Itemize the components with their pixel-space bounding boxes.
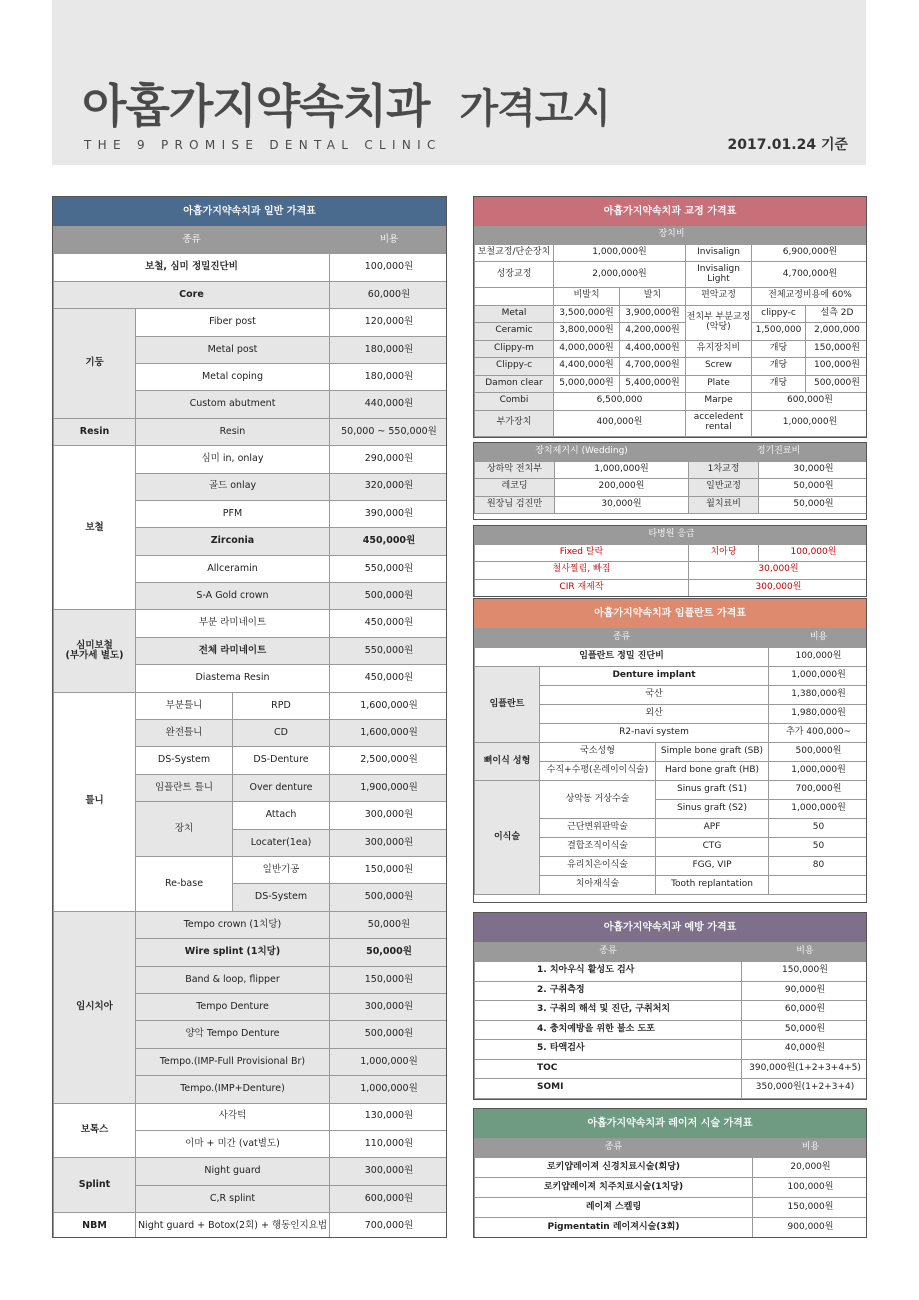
table-row: Resin Resin 50,000 ~ 550,000원 <box>54 418 448 445</box>
table-row: 레코딩 200,000원 일반교정 50,000원 <box>475 479 868 497</box>
table-row: TOC 390,000원(1+2+3+4+5) <box>475 1059 868 1079</box>
table-row: 장치 Attach 300,000원 <box>54 802 448 829</box>
table-row: Tempo Denture 300,000원 <box>54 993 448 1020</box>
table-row: Combi 6,500,000 Marpe 600,000원 <box>475 393 868 411</box>
general-price-section <box>52 196 447 1238</box>
table-row: 5. 타액검사 40,000원 <box>475 1040 868 1060</box>
table-row: 성장교정 2,000,000원 Invisalign Light 4,700,000원 <box>475 262 868 288</box>
table-row: NBM Night guard + Botox(2회) + 행동인지요법 700,000원 <box>54 1213 448 1238</box>
table-row: 로키얍레이져 치주치료시술(1치당) 100,000원 <box>475 1178 868 1198</box>
table-row: 치아재식술 Tooth replantation <box>475 876 868 895</box>
table-row: Diastema Resin 450,000원 <box>54 665 448 692</box>
implant-table <box>474 628 867 895</box>
table-row: 임플란트 정밀 진단비 100,000원 <box>475 648 868 667</box>
table-row: CIR 재제작 300,000원 <box>475 579 868 597</box>
table-row: DS-System 500,000원 <box>54 884 448 911</box>
table-row: 전체 라미네이트 550,000원 <box>54 637 448 664</box>
table-row: Wire splint (1치당) 50,000원 <box>54 939 448 966</box>
table-row: 완전틀니 CD 1,600,000원 <box>54 720 448 747</box>
clinic-title <box>82 70 610 136</box>
table-row: SOMI 350,000원(1+2+3+4) <box>475 1079 868 1099</box>
table-row: 2. 구취측정 90,000원 <box>475 981 868 1001</box>
table-row: 틀니 부분틀니 RPD 1,600,000원 <box>54 692 448 719</box>
table-header: 타병원 응급 <box>475 527 868 545</box>
table-row: Clippy-m 4,000,000원 4,400,000원 유지장치비 개당 150,000원 <box>475 340 868 358</box>
table-header: 종류 비용 <box>475 629 868 648</box>
table-row: 골드 onlay 320,000원 <box>54 473 448 500</box>
date-label: 2017.01.24 기준 <box>727 137 848 153</box>
table-header: 장치제거시 (Wedding) 정기진료비 <box>475 444 868 462</box>
ortho-title: 아홉가지약속치과 교정 가격표 <box>474 197 866 226</box>
table-row: 임플란트 틀니 Over denture 1,900,000원 <box>54 774 448 801</box>
clinic-name: 아홉가지약속치과 <box>82 79 430 133</box>
table-row: Fixed 탈락 치아당 100,000원 <box>475 544 868 562</box>
table-row: 4. 충치예방을 위한 불소 도포 50,000원 <box>475 1020 868 1040</box>
table-row: Custom abutment 440,000원 <box>54 391 448 418</box>
prevent-table <box>474 942 867 1099</box>
table-row: Ceramic 3,800,000원 4,200,000원 1,500,000 2,000,000 <box>475 323 868 341</box>
table-row: Metal coping 180,000원 <box>54 363 448 390</box>
table-row: 심미보철 (부가세 별도) 부분 라미네이트 450,000원 <box>54 610 448 637</box>
wedding-table <box>474 443 867 514</box>
table-row: 뼈이식 성형 국소성형 Simple bone graft (SB) 500,000원 <box>475 743 868 762</box>
table-row: Metal post 180,000원 <box>54 336 448 363</box>
table-row: 보철교정/단순장치 1,000,000원 Invisalign 6,900,000원 <box>475 244 868 262</box>
table-row: Tempo.(IMP+Denture) 1,000,000원 <box>54 1076 448 1103</box>
table-row: Damon clear 5,000,000원 5,400,000원 Plate 개당 500,000원 <box>475 375 868 393</box>
general-title: 아홉가지약속치과 일반 가격표 <box>53 197 446 226</box>
table-row: Zirconia 450,000원 <box>54 528 448 555</box>
table-row: 원장님 검진만 30,000원 월치료비 50,000원 <box>475 496 868 514</box>
table-row: 수직+수평(온레이이식술) Hard bone graft (HB) 1,000,000원 <box>475 762 868 781</box>
table-row: Band & loop, flipper 150,000원 <box>54 966 448 993</box>
english-name: THE 9 PROMISE DENTAL CLINIC <box>84 138 442 152</box>
emergency-table <box>474 526 867 597</box>
table-row: Pigmentatin 레이져시술(3회) 900,000원 <box>475 1218 868 1238</box>
table-header: 종류 비용 <box>475 943 868 962</box>
table-row: 국산 1,380,000원 <box>475 686 868 705</box>
table-row: 결합조직이식술 CTG 50 <box>475 838 868 857</box>
table-row: 비발치 발치 편악교정 전체교정비용에 60% <box>475 288 868 306</box>
ortho-price-section <box>473 196 867 438</box>
table-row: S-A Gold crown 500,000원 <box>54 583 448 610</box>
table-row: 로키얍레이져 신경치료시술(회당) 20,000원 <box>475 1158 868 1178</box>
table-header: 장치비 <box>475 227 868 245</box>
page-subtitle: 가격고시 <box>459 86 611 132</box>
wedding-section <box>473 442 867 520</box>
table-row: Sinus graft (S2) 1,000,000원 <box>475 800 868 819</box>
table-row: Clippy-c 4,400,000원 4,700,000원 Screw 개당 100,000원 <box>475 358 868 376</box>
table-row: 레이져 스켈링 150,000원 <box>475 1198 868 1218</box>
prevent-title: 아홉가지약속치과 예방 가격표 <box>474 913 866 942</box>
implant-title: 아홉가지약속치과 임플란트 가격표 <box>474 599 866 628</box>
table-row: Core 60,000원 <box>54 281 448 308</box>
table-row: Metal 3,500,000원 3,900,000원 전치부 부분교정 (악당) clippy-c 설측 2D <box>475 305 868 323</box>
table-row: 유리치은이식술 FGG, VIP 80 <box>475 857 868 876</box>
table-row: C,R splint 600,000원 <box>54 1185 448 1212</box>
implant-price-section <box>473 598 867 903</box>
laser-title: 아홉가지약속치과 레이저 시술 가격표 <box>474 1109 866 1138</box>
table-row: Splint Night guard 300,000원 <box>54 1158 448 1185</box>
table-row: 외산 1,980,000원 <box>475 705 868 724</box>
prevent-price-section <box>473 912 867 1100</box>
table-row: 근단변위판막술 APF 50 <box>475 819 868 838</box>
table-row: Allceramin 550,000원 <box>54 555 448 582</box>
table-row: 보철, 심미 정밀진단비 100,000원 <box>54 254 448 281</box>
table-row: Re-base 일반기공 150,000원 <box>54 856 448 883</box>
table-row: 부가장치 400,000원 acceledent rental 1,000,000원 <box>475 410 868 436</box>
table-row: 상하악 전치부 1,000,000원 1차교정 30,000원 <box>475 461 868 479</box>
table-row: 보톡스 사각턱 130,000원 <box>54 1103 448 1130</box>
table-row: 이식술 상악동 거상수술 Sinus graft (S1) 700,000원 <box>475 781 868 800</box>
table-row: Tempo.(IMP-Full Provisional Br) 1,000,000원 <box>54 1048 448 1075</box>
table-row: DS-System DS-Denture 2,500,000원 <box>54 747 448 774</box>
table-row: 1. 치아우식 활성도 검사 150,000원 <box>475 962 868 982</box>
table-row: 양악 Tempo Denture 500,000원 <box>54 1021 448 1048</box>
emergency-section <box>473 525 867 597</box>
table-row: 철사찔림, 빠짐 30,000원 <box>475 562 868 580</box>
table-row: 기둥 Fiber post 120,000원 <box>54 309 448 336</box>
laser-price-section <box>473 1108 867 1238</box>
table-row: Locater(1ea) 300,000원 <box>54 829 448 856</box>
table-header: 종류 비용 <box>54 227 448 254</box>
table-row: PFM 390,000원 <box>54 500 448 527</box>
ortho-table <box>474 226 867 437</box>
table-header: 종류 비용 <box>475 1139 868 1158</box>
table-row: 임시치아 Tempo crown (1치당) 50,000원 <box>54 911 448 938</box>
table-row: 임플란트 Denture implant 1,000,000원 <box>475 667 868 686</box>
laser-table <box>474 1138 867 1238</box>
table-row: 보철 심미 in, onlay 290,000원 <box>54 446 448 473</box>
table-row: R2-navi system 추가 400,000~ <box>475 724 868 743</box>
table-row: 3. 구취의 해석 및 진단, 구취처치 60,000원 <box>475 1001 868 1021</box>
general-table <box>53 226 447 1238</box>
table-row: 이마 + 미간 (vat별도) 110,000원 <box>54 1130 448 1157</box>
header-banner <box>52 0 866 165</box>
